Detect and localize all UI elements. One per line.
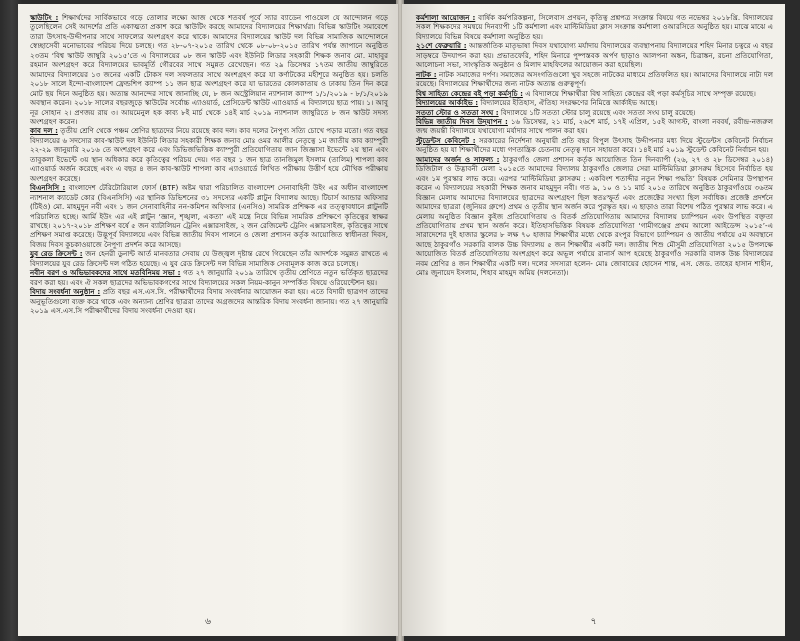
section-body: গত ২৭ জানুয়ারি ২০১৯ তারিখে তৃতীয় শ্রেণিতে নতুন ভর্তিকৃত ছাত্রদের বরণ করা হয়। এবং ঐ সকল ছাত্রদের অভিভাবকগণের সাথে বিদ্যালয়ের সকল নিয়ম-কানুন সম্পর্কিত বিষয়ে ওরিয়েন্টেশন হয়। (30, 268, 388, 287)
section-body: বার্ষিক কর্মপরিকল্পনা, সিলেবাস প্রণয়ন, কৃতিত্ব প্রশ্নপত্র সংক্রান্ত বিষয়ে গত নভেম্বর ২০১৮খ্রি. বিদ্যালয়ের সকল শিক্ষকদের সমন্বয়ে দিনব্যাপী ১টি কর্মশালা এবং মাল্টিমিডিয়া ক্লাস সংক্রান্ত কর্মশালা ওআরসিতে অনুষ্ঠিত হয়। মাঝে মাঝে এ বিদ্যালয়ে বিভিন্ন বিষয়ে কর্মশালা অনুষ্ঠিত হয়। (416, 13, 773, 41)
section-heading: স্টুডেন্টস কেবিনেট : (416, 135, 476, 145)
section-body: আন্তর্জাতিক মাতৃভাষা দিবস যথাযোগ্য মর্যাদায় বিদ্যালয়ের ব্যবস্থাপনায় বিদ্যালয়ের শহিদ মিনার চত্বরে এ বছর সাড়ম্বরে উদযাপন করা হয়। প্রভাতফেরি, শহিদ মিনারে পুষ্পস্তবক অর্পণ ছাড়াও আলপনা অঙ্কন, চিত্রাঙ্কন, রচনা প্রতিযোগিতা, আলোচনা সভা, সাংস্কৃতিক অনুষ্ঠান ও মিলাদ মাহফিলের আয়োজন করা হয়েছিল। (416, 41, 773, 70)
section-scouting (30, 13, 388, 126)
section-archive (416, 98, 773, 107)
section-heading: যুব রেড ক্রিসেন্ট : (30, 249, 83, 259)
section-heading: নবীন বরণ ও অভিভাবকদের সাথে মতবিনিময় সভা : (30, 268, 181, 278)
section-body: ঠাকুরগাঁও জেলা প্রশাসন কর্তৃক আয়োজিত তিন দিনব্যাপী (২৬, ২৭ ও ২৮ ডিসেম্বর ২০১৪) ডিজিটাল ও উদ্ভাবনী মেলা ২০১৫তে আমাদের বিদ্যালয় ঠাকুরগাঁও জেলার সেরা মাল্টিমিডিয়া ক্লাসরুম হিসেবে নির্বাচিত হয় এবং ১ম পুরস্কার লাভ করে। এরপর ‘মাল্টিমিডিয়া ক্লাসরুম : একবিংশ শতাব্দীর নতুন শিক্ষা পদ্ধতি’ বিষয়ক সেমিনার উপস্থাপন করেন এ বিদ্যালয়ের সহকারী শিক্ষক জনাব মাহমুদুন নবী। গত ৯, ১০ ও ১১ মার্চ ২০১৫ তারিখে অনুষ্ঠিত ঠাকুরগাঁওয়ে ৩৬তম বিজ্ঞান মেলায় আমাদের বিদ্যালয়ের ছাত্রদের অংশগ্রহণ ছিল স্বতঃস্ফূর্ত এবং প্রজেক্টের সংখ্যা ছিল সর্বাধিক। প্রজেক্ট প্রদর্শনে আমাদের ছাত্ররা (জুনিয়র গ্রুপে) প্রথম ও তৃতীয় স্থান অর্জন করে পুরস্কৃত হয়। এ ছাড়াও তারা বিশেষ পঠিত পুরস্কার লাভ করে। এ মেলায় অনুষ্ঠিত বিজ্ঞান কুইজ প্রতিযোগিতায় ও বিতর্ক প্রতিযোগিতায় আমাদের বিদ্যালয় চ্যাম্পিয়ন এবং উপস্থিত বক্তৃতা প্রতিযোগিতায় প্রথম স্থান অর্জন করে। ইতিহাসভিত্তিক বিষয়ক প্রতিযোগিতা ‘গামীগঞ্জের প্রথম আলো আইডেন্স ২০১৫’-এ সারাদেশের দুই হাজার স্কুলের ৮ লক্ষ ৭০ হাজার শিক্ষার্থীর মধ্যে থেকে রংপুর বিভাগে চ্যাম্পিয়ন ও জাতীয় পর্যায়ে ৫ম অবস্থানে আছে ঠাকুরগাঁও সরকারি বালক উচ্চ বিদ্যালয় ৫ জন শিক্ষার্থীর একটি দল। জাতীয় শিশু মৌসুমী প্রতিযোগিতা ২০১৫ উপলক্ষে আয়োজিত বিতর্ক প্রতিযোগিতায় অংশগ্রহণ করে অভূল পর্যায়ে রানার্স আপ হয়েছে ঠাকুরগাঁও সরকারি বালক উচ্চ বিদ্যালয়ের নবম শ্রেণির ৪ জন শিক্ষার্থীর একটি দল। দলের সদস্যরা হলেন- মোঃ জোবায়ের হোসেন শান্ত, এস. জেড. তাহের হাসান শাহীন, মোঃ জুনায়েদ ইসলাম, শিহাব মাহমুদ অমিয় (দলনেতা)। (416, 154, 773, 278)
section-heading: সততা স্টোর ও সততা সংঘ : (416, 107, 499, 117)
section-body: প্রতি বছর এস.এস.সি. পরীক্ষার্থীদের বিদায় সংবর্ধনার আয়োজন করা হয়। এতে বিদায়ী ছাত্রগণ তাদের অনুভূতিগুলো ব্যক্ত করে থাকে এবং অন্যান্য শ্রেণির ছাত্ররা তাদের অগ্রজদের আন্তরিক বিদায় সংবর্ধনা জানায়। গত ২৭ জানুয়ারি ২০১৯ এস.এস.সি পরীক্ষার্থীদের বিদায় সংবর্ধনা দেওয়া হয়। (30, 287, 388, 316)
section-body: শিক্ষার্থদের সার্বিকভাবে গড়ে তোলার লক্ষ্যে আজ থেকে শতবর্ষ পূর্বে স্যার ব্যাডেন পাওয়েল যে আন্দোলন গড়ে তুলেছিলেন সেই আদর্শের প্রতি একাত্মতা প্রকাশ করে স্কাউটিং করছে আমাদের বিদ্যালয়ের শিক্ষার্থরা। বিভিন্ন স্কাউটিং সমাবেশে তারা উৎসাহ-উদ্দীপনার সাথে সাফল্যের অংশগ্রহণ করে থাকে। আমাদের বিদ্যালয়ের স্কাউট দল বিভিন্ন সামাজিক আন্দোলনে স্বেচ্ছাসেবী মনোভাবের পরিচয় দিয়ে চলছে। গত ২৮-০৭-২০১৫ তারিখ থেকে ০৮-০৮-২০১৫ তারিখ পর্যন্ত জাপানে অনুষ্ঠিত ২৩তম ‘বিশ্ব স্কাউট জাম্বুরি ২০১৫’তে এ বিদ্যালয়ের ০৮ জন স্কাউট এবং ইউনিট লিডার সহকারী শিক্ষক জনাব মো. মাহাবুর রহমান অংশগ্রহণ করে বিদ্যালয়ের ভাবমূর্তি গৌরবের সাথে সমুন্নত রেখেছেন। গত ২৯ ডিসেম্বর ১৭তম জাতীয় জাম্বুরিতে আমাদের বিদ্যালয়ের ১৩ জনের একটি টোকস দল সফলতার সাথে অংশগ্রহণ করে যা কর্ণাটকের মহীশূরে অনুষ্ঠিত হয়। চলতি ২০১৮ সালে ইন্দো-বাংলাদেশ ফ্রেন্ডশিপ ক্যাম্প ১১ জন ছাত্র অংশগ্রহণ করে যা ভারতের কোলকাতায় ও ঢাকায় তিন দিন করে মোট ছয় দিনে অনুষ্ঠিত হয়। অত্যন্ত আনন্দের সাথে জানাচ্ছি যে, ৮ জন অস্ট্রেলিয়ান ন্যাশনাল ক্যাম্প ১/১/২০১৯ - ৮/১/২০১৯ অবস্থান করেন। ২০১৮ সালের বছরজুড়ে স্কাউটের সর্বোচ্চ এ্যাওয়ার্ড, প্রেসিডেন্ট স্কাউট এ্যাওয়ার্ড এ বিদ্যালয়ে ছাত্র পায়। ১। আবু নূর সোহান ২। প্রণজয় রায় ৩। আয়মেনুল হক কাব্য ৮ই মার্চ থেকে ১৪ই মার্চ ২০১৯ ন্যাশনাল জাম্বুরিতে ৮ জন স্কাউট সদস্য অংশগ্রহণ করেন। (30, 13, 388, 126)
section-national-days (416, 117, 773, 136)
section-body: ১৬ ডিসেম্বর, ২১ মার্চ, ২৬শে মার্চ, ১৭ই এপ্রিল, ১৫ই আগস্ট, বাংলা নববর্ষ, রবীন্দ্র-নজরুল জন্ম জয়ন্তী বিদ্যালয়ে যথাযোগ্য মর্যাদার সাথে পালন করা হয়। (416, 116, 774, 136)
section-body: নাটক সমাজের দর্পণ। সমাজের অসংগতিগুলো খুব সহজে নাটকের মাধ্যমে প্রতিফলিত হয়। আমাদের বিদ্যালয়ে নাট্য দল রয়েছে। বিদ্যালয়ের শিক্ষার্থীদের জন্য নাটক অত্যন্ত গুরুত্বপূর্ণ। (416, 69, 773, 89)
section-book-reading (416, 89, 773, 98)
section-body: বিদ্যালয়ের ইতিহাস, ঐতিহ্য সংরক্ষণের নিমিত্তে আর্কাইভ আছে। (480, 98, 658, 108)
section-heading: বিদায় সংবর্ধনা অনুষ্ঠান : (30, 287, 101, 297)
section-heading: বিশ্ব সাহিত্য কেন্দ্রের বই পড়া কর্মসূচি : (416, 88, 523, 98)
section-body: তৃতীয় শ্রেণি থেকে পঞ্চম শ্রেণির ছাত্রদের নিয়ে রয়েছে কাব দল। কাব দলের নৈপুণ্য সত্যি চোখে পড়ার মতো। গত বছর বিদ্যালয়ের ৬ সদস্যের কাব-স্কাউট দল ইউনিট লিডার সহকারী শিক্ষক জনাব মোঃ ওমর আলীর নেতৃত্বে ১ম জাতীয় কাব ক্যাম্পুরী ২২-২৯ জানুয়ারি ২০১৬ তে অংশগ্রহণ করে এবং ডিভিজভিত্তিক ক্যাম্পুরী প্রতিযোগিতায় জান জিজ্ঞাসা ইভেন্টে ২য় স্থান এবং তাবুকলা ইভেন্টে ৩য় স্থান অধিকার করে কৃতিত্বের পরিচয় দেয়। গত বছর ১ জন ছাত্র তানজিমুল ইসলাম (তালিম) শাপলা কাব এ্যাওয়ার্ড অর্জন করেছে এবং এ বছর ৪ জন কাব-স্কাউট শাপলা কাব এ্যাওয়ার্ডে লিখিত পরীক্ষায় উত্তীর্ণ হয়ে মৌখিক পরীক্ষায় অংশগ্রহণ করেছে। (30, 126, 388, 183)
left-page-content (30, 13, 388, 316)
page-number: ৬ (205, 617, 211, 627)
section-orientation (30, 268, 388, 287)
section-achievements (416, 155, 773, 278)
section-farewell (30, 287, 388, 315)
right-page-content (416, 13, 773, 278)
section-heading: কাব দল : (30, 126, 58, 136)
section-heading: ২১শে ফেব্রুয়ারি : (416, 41, 467, 51)
section-21-february (416, 41, 773, 69)
section-red-crescent (30, 249, 388, 268)
section-heading: বিদ্যালয়ের আর্কাইভ : (416, 98, 479, 108)
left-page (18, 4, 398, 636)
section-heading: কর্মশালা আয়োজন : (416, 13, 476, 22)
section-body: সরকারের নির্দেশনা অনুযায়ী প্রতি বছর বিপুল উৎসাহ উদ্দীপনার মধ্য দিয়ে স্টুডেন্টস কেবিনেট নির্বাচন অনুষ্ঠিত হয় যা শিক্ষার্থীদের মধ্যে গণতান্ত্রিক চেতনায় নেতৃত্ব দানে সহায়তা করে। ১৪ই মার্চ ২০১৯ স্টুডেন্ট কেবিনেট নির্বাচন হয়। (416, 135, 773, 155)
section-heading: আমাদের অর্জন ও সাফল্য : (416, 154, 500, 164)
section-heading: বিভিন্ন জাতীয় দিবস উদ্‌যাপন : (416, 116, 508, 126)
section-bncc (30, 183, 388, 249)
section-heading: নাটক : (416, 69, 437, 79)
section-body: এ বিদ্যালয়ে শিক্ষার্থীরা বিশ্ব সাহিত্য কেন্দ্রের বই পড়া কর্মসূচির সাথে সম্পৃক্ত রয়েছে। (525, 88, 756, 98)
section-student-cabinet (416, 136, 773, 155)
section-drama (416, 70, 773, 89)
section-honesty-store (416, 108, 773, 117)
section-body: জন হেনরী ডুনান্ট আর্ত মানবতার সেবায় যে উজ্জ্বল দৃষ্টান্ত রেখে গিয়েছেন তাঁর আদর্শকে সমুন্নত রাখতে এ বিদ্যালয়ের যুব রেড ক্রিসেন্ট দল গঠিত হয়েছে। এ যুব রেড ক্রিসেন্ট দল বিভিন্ন সামাজিক সেবামূলক কাজ করে চলেছে। (30, 249, 388, 268)
section-body: বাংলাদেশ টেরিটোরিয়াল ফোর্স (BTF) অষ্টম দ্বারা পরিচালিত বাংলাদেশ সেনাবাহিনী উইং এর অধীন বাংলাদেশ ন্যাশনাল ক্যাডেট কোর (বিএনসিসি) এর স্থানিক ডিভিশনের ৩১ সদস্যের একটি প্লাটুন বিদ্যালয় আছে। টিচার্স আন্ডার অফিসার (টিইও) মো. মাহমুদুন নবী এবং ১ জন সেনাবাহিনীর নন-কমিশন অফিসার (এনসিও) সামরিক প্রশিক্ষক এর তত্ত্বাবধানে প্লাটুনটি পরিচালিত হচ্ছে। আর্মি ইউং এর এই প্লাটুন ‘জ্ঞান, শৃঙ্খলা, একতা’ এই মন্ত্রে নিয়ে বিভিন্ন সামরিক প্রশিক্ষণে কৃতিত্বের স্বাক্ষর রাখছে। ২০১৭-২০১৮ প্রশিক্ষণ বর্ষে ৫ জন ব্যাটালিয়ন ট্রেনিং এক্সারসাইজ, ২ জন রেজিমেন্ট ট্রেনিং এক্সারসাইজ, কৃতিত্বের সাথে প্রশিক্ষণ সমাপ্ত করেছে। উদ্ভূপূর্ব বিদ্যালয়ে এবং বিভিন্ন জাতীয় দিবস পালনে ও জেলা প্রশাসন কর্তৃক আয়োজিত স্বাধীনতা দিবস, বিজয় দিবস কুচকাওয়াজে নৈপুণ্য প্রদর্শন করে আসছে। (30, 183, 388, 249)
section-heading: বিএনসিসি : (30, 183, 66, 193)
section-heading: স্কাউটিং : (30, 13, 59, 22)
section-body: বিদ্যালয়ে ১টি সততা স্টোর চালু রয়েছে এবং সততা সংঘ চালু রয়েছে। (500, 107, 696, 117)
section-workshop (416, 13, 773, 41)
section-cub (30, 126, 388, 183)
right-page (402, 4, 785, 636)
page-number: ৭ (590, 617, 597, 627)
